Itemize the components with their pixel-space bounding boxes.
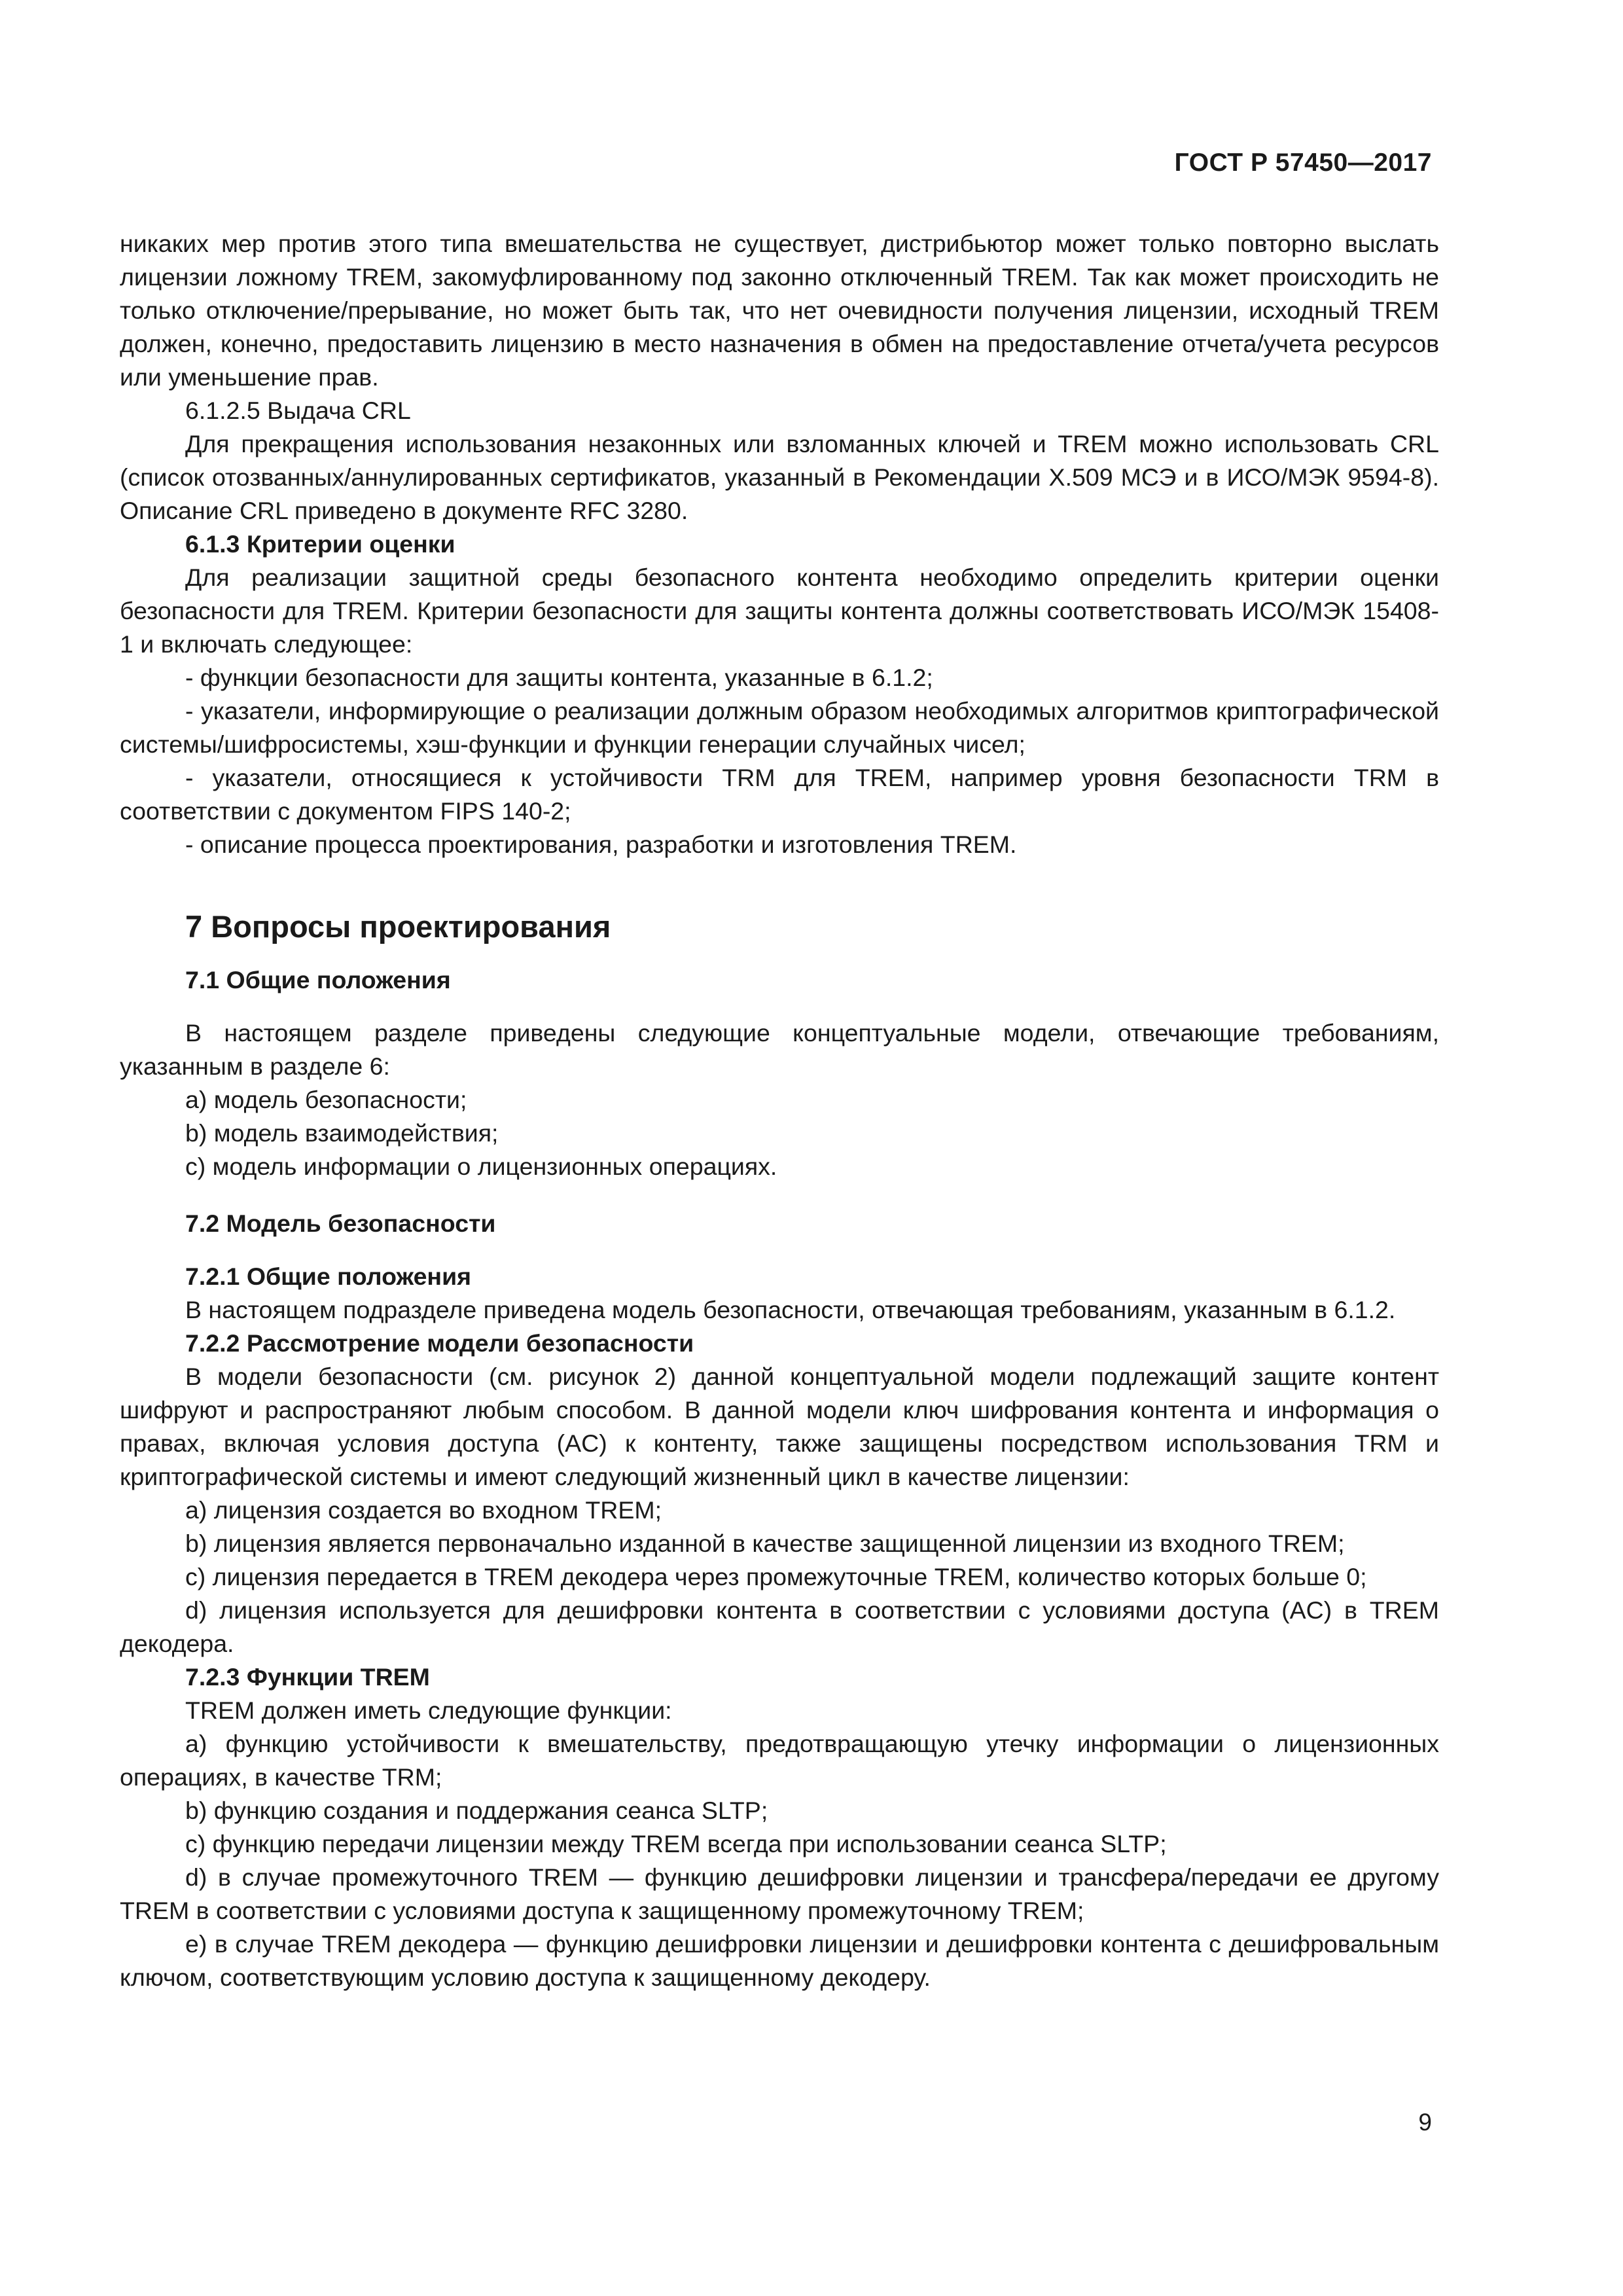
section-heading-7-2-1: 7.2.1 Общие положения [185,1263,472,1290]
list-item: c) модель информации о лицензионных операциях. [185,1153,777,1180]
list-item: e) в случае TREM декодера — функцию дешифровки лицензии и дешифровки контента с дешифровальным ключом, соответствующим условию доступа к защищенному декодеру. [120,1930,1439,1991]
list-item: b) функцию создания и поддержания сеанса SLTP; [185,1797,768,1824]
list-item: - указатели, информирующие о реализации должным образом необходимых алгоритмов криптографической системы/шифросистемы, хэш-функции и функции генерации случайных чисел; [120,697,1439,758]
list-item: b) лицензия является первоначально изданной в качестве защищенной лицензии из входного TREM; [185,1530,1345,1557]
paragraph: В настоящем разделе приведены следующие концептуальные модели, отвечающие требованиям, указанным в разделе 6: [120,1019,1439,1080]
document-body [120,227,1439,1994]
section-heading-6-1-3: 6.1.3 Критерии оценки [185,530,455,558]
document-code-header: ГОСТ Р 57450—2017 [1174,149,1432,177]
section-heading-7-1: 7.1 Общие положения [185,966,451,994]
list-item: b) модель взаимодействия; [185,1119,499,1147]
paragraph: Для реализации защитной среды безопасного контента необходимо определить критерии оценки безопасности для TREM. Критерии безопасности для защиты контента должны соответствовать ИСО/МЭК 15408-1 и включать следующее: [120,564,1439,658]
paragraph: TREM должен иметь следующие функции: [185,1696,672,1724]
list-item: а) модель безопасности; [185,1086,467,1113]
list-item: - указатели, относящиеся к устойчивости TRM для TREM, например уровня безопасности TRM в соответствии с документом FIPS 140-2; [120,764,1439,825]
list-item: d) в случае промежуточного TREM — функцию дешифровки лицензии и трансфера/передачи ее другому TREM в соответствии с условиями доступа к защищенному промежуточному TREM; [120,1863,1439,1924]
paragraph: В модели безопасности (см. рисунок 2) данной концептуальной модели подлежащий защите контент шифруют и распространяют любым способом. В данной модели ключ шифрования контента и информация о правах, включая условия доступа (AC) к контенту, также защищены посредством использования TRM и криптографической системы и имеют следующий жизненный цикл в качестве лицензии: [120,1363,1439,1490]
list-item: - функции безопасности для защиты контента, указанные в 6.1.2; [185,664,933,691]
list-item: а) функцию устойчивости к вмешательству, предотвращающую утечку информации о лицензионных операциях, в качестве TRM; [120,1730,1439,1791]
paragraph: В настоящем подразделе приведена модель безопасности, отвечающая требованиям, указанным в 6.1.2. [185,1296,1396,1323]
list-item: а) лицензия создается во входном TREM; [185,1496,662,1524]
section-heading-7: 7 Вопросы проектирования [185,909,611,944]
paragraph: Для прекращения использования незаконных или взломанных ключей и TREM можно использовать CRL (список отозванных/аннулированных сертификатов, указанный в Рекомендации X.509 МСЭ и в ИСО/МЭК 9594-8). Описание CRL приведено в документе RFC 3280. [120,430,1439,524]
list-item: d) лицензия используется для дешифровки контента в соответствии с условиями доступа (AC) в TREM декодера. [120,1596,1439,1657]
section-heading-7-2-2: 7.2.2 Рассмотрение модели безопасности [185,1329,694,1357]
list-item: - описание процесса проектирования, разработки и изготовления TREM. [185,831,1017,858]
list-item: c) лицензия передается в TREM декодера через промежуточные TREM, количество которых больше 0; [185,1563,1367,1590]
paragraph: никаких мер против этого типа вмешательства не существует, дистрибьютор может только повторно выслать лицензии ложному TREM, закомуфлированному под законно отключенный TREM. Так как может происходить не только отключение/прерывание, но может быть так, что нет очевидности получения лицензии, исходный TREM должен, конечно, предоставить лицензию в место назначения в обмен на предоставление отчета/учета ресурсов или уменьшение прав. [120,230,1439,391]
list-item: c) функцию передачи лицензии между TREM всегда при использовании сеанса SLTP; [185,1830,1167,1857]
page-number: 9 [1418,2109,1432,2136]
section-heading-7-2: 7.2 Модель безопасности [185,1210,496,1237]
section-heading-7-2-3: 7.2.3 Функции TREM [185,1663,430,1691]
section-heading-6-1-2-5: 6.1.2.5 Выдача CRL [185,397,411,424]
